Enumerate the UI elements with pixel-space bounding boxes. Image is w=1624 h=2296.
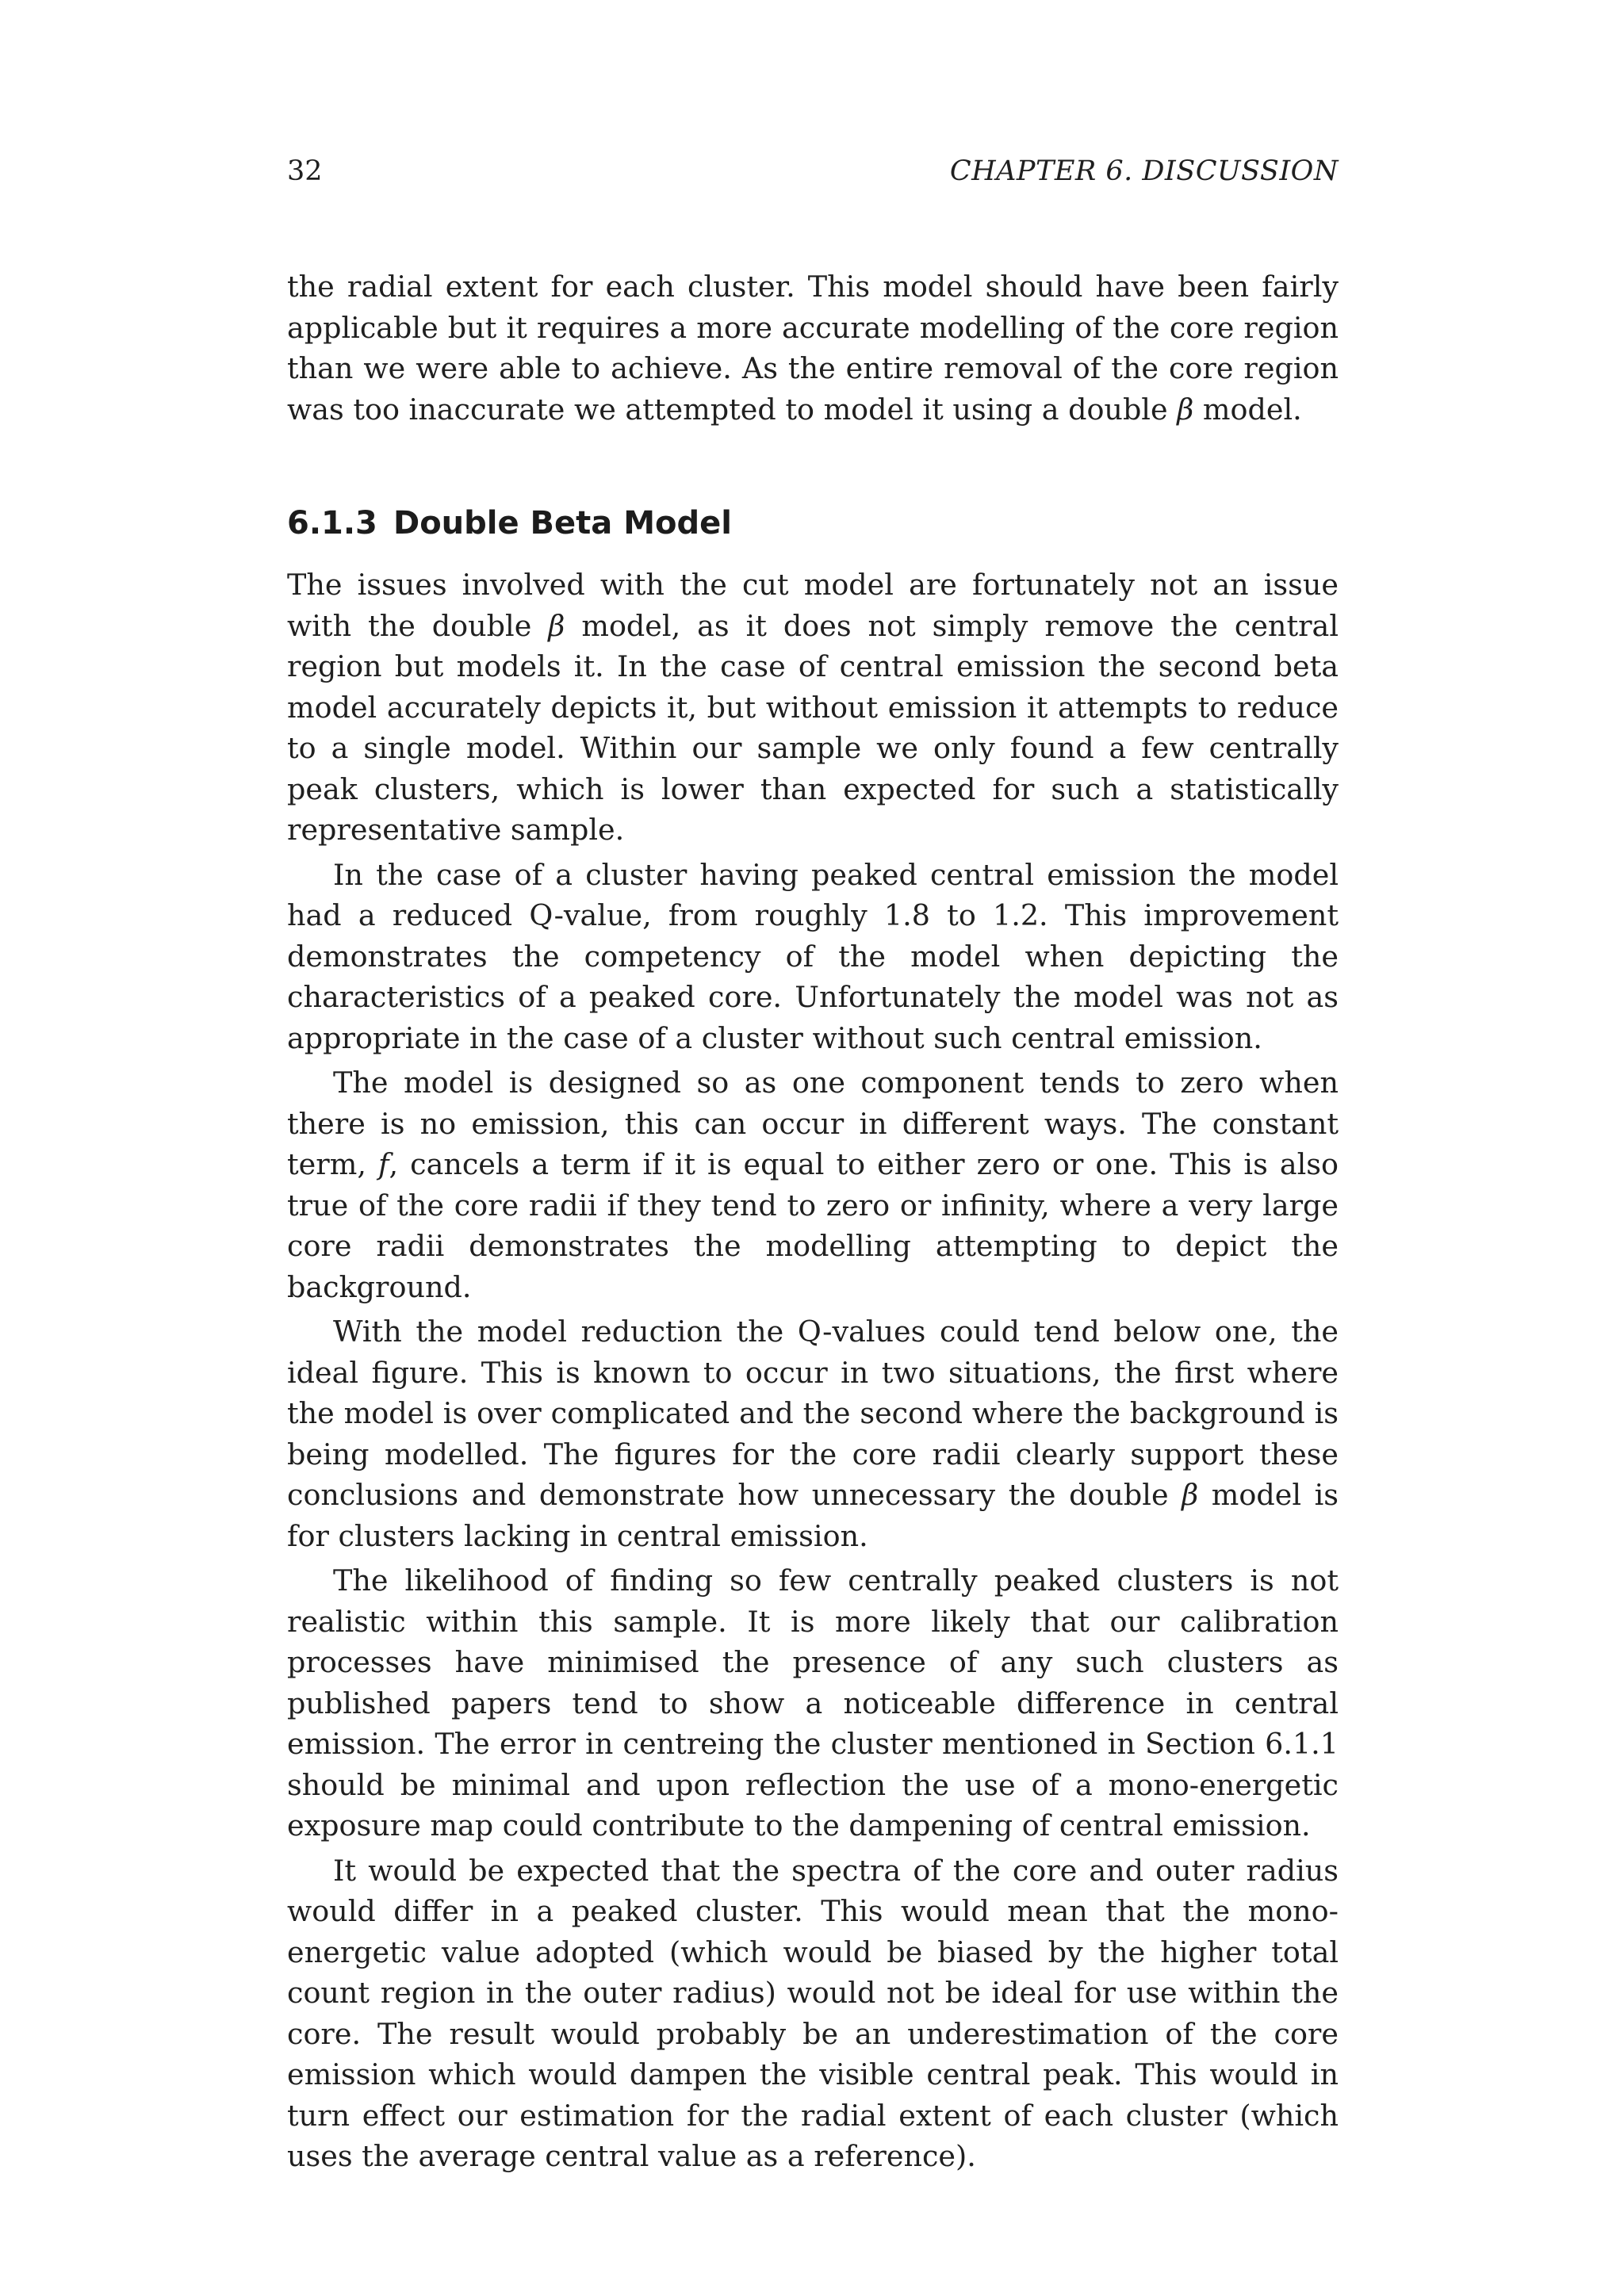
beta-symbol: β (548, 608, 565, 643)
paragraph-3-b: , cancels a term if it is equal to either zero or one. This is also true of the core radii if they tend to zero or infinity, where a very large core radii demonstrates the modelling attempting to depict the background. (287, 1147, 1339, 1304)
paragraph-2: In the case of a cluster having peaked central emission the model had a reduced Q-value, from roughly 1.8 to 1.2. This improvement demonstrates the competency of the model when depicting the characteristics of a peaked core. Unfortunately the model was not as appropriate in the case of a cluster without such central emission. (287, 857, 1339, 1055)
paragraph-3-a: The model is designed so as one component tends to zero when there is no emission, this can occur in different ways. The constant term, (287, 1066, 1339, 1181)
beta-symbol: β (1182, 1478, 1199, 1512)
f-symbol: f (377, 1147, 389, 1181)
paragraph-intro (287, 266, 1339, 430)
intro-tail: model. (1193, 392, 1302, 427)
beta-symbol: β (1177, 392, 1194, 427)
paragraph-6: It would be expected that the spectra of the core and outer radius would differ in a peaked cluster. This would mean that the mono-energetic value adopted (which would be biased by the higher total count region in the outer radius) would not be ideal for use within the core. The result would probably be an underestimation of the core emission which would dampen the visible central peak. This would in turn effect our estimation for the radial extent of each cluster (which uses the average central value as a reference). (287, 1853, 1339, 2173)
intro-text: the radial extent for each cluster. This model should have been fairly applicable but it requires a more accurate modelling of the core region than we were able to achieve. As the entire removal of the core region was too inaccurate we attempted to model it using a double (287, 270, 1339, 427)
chapter-title: CHAPTER 6. DISCUSSION (949, 155, 1339, 187)
paragraph-3 (287, 1062, 1339, 1307)
paragraph-1 (287, 564, 1339, 851)
running-head (287, 154, 1339, 189)
section-number: 6.1.3 (287, 505, 377, 541)
paragraph-4-b: model is for clusters lacking in central emission. (287, 1478, 1339, 1553)
paragraph-4-a: With the model reduction the Q-values could tend below one, the ideal figure. This is known to occur in two situations, the first where the model is over complicated and the second where the background is being modelled. The figures for the core radii clearly support these conclusions and demonstrate how unnecessary the double (287, 1314, 1339, 1512)
body-text (287, 266, 1339, 2177)
section-title: Double Beta Model (393, 505, 732, 541)
page-number: 32 (287, 155, 323, 187)
paragraph-1-a: The issues involved with the cut model are fortunately not an issue with the double (287, 568, 1339, 643)
section-heading (287, 503, 1339, 544)
paragraph-1-b: model, as it does not simply remove the central region but models it. In the case of central emission the second beta model accurately depicts it, but without emission it attempts to reduce to a single model. Within our sample we only found a few centrally peak clusters, which is lower than expected for such a statistically representative sample. (287, 608, 1339, 847)
paragraph-5: The likelihood of finding so few centrally peaked clusters is not realistic within this sample. It is more likely that our calibration processes have minimised the presence of any such clusters as published papers tend to show a noticeable difference in central emission. The error in centreing the cluster mentioned in Section 6.1.1 should be minimal and upon reflection the use of a mono-energetic exposure map could contribute to the dampening of central emission. (287, 1563, 1339, 1843)
paragraph-4 (287, 1311, 1339, 1556)
